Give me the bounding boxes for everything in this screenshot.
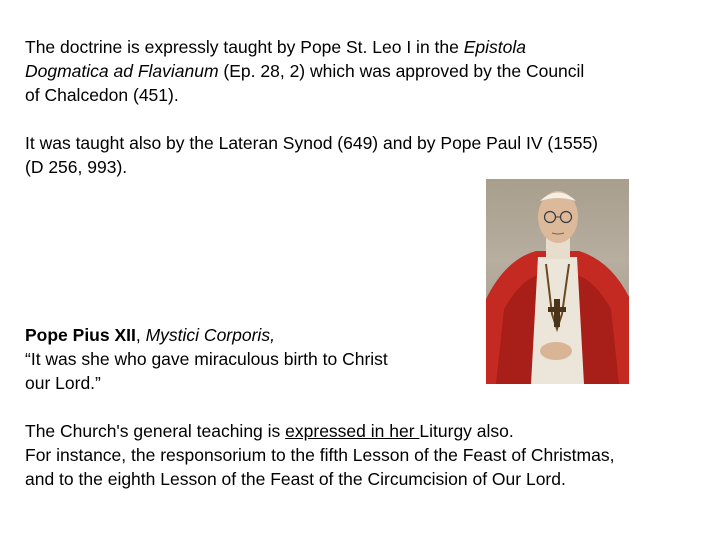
text-line: (D 256, 993). [25, 157, 128, 177]
text-line: our Lord.” [25, 373, 101, 393]
text-line: and to the eighth Lesson of the Feast of the Circumcision of Our Lord. [25, 469, 566, 489]
mystici-corporis-italic: Mystici Corporis, [145, 325, 275, 345]
paragraph-liturgy [25, 419, 614, 491]
paragraph-pius-xii-quote [25, 323, 388, 395]
underlined-phrase: expressed in her [285, 421, 420, 441]
dogmatica-italic: Dogmatica ad Flavianum [25, 61, 219, 81]
text-line: “It was she who gave miraculous birth to Christ [25, 349, 388, 369]
pius-name-bold: Pope Pius XII [25, 325, 136, 345]
text-line: The doctrine is expressly taught by Pope St. Leo I in the Epistola [25, 37, 526, 57]
paragraph-lateran-synod [25, 131, 598, 179]
text-line: It was taught also by the Lateran Synod (649) and by Pope Paul IV (1555) [25, 133, 599, 153]
text-line: Pope Pius XII, Mystici Corporis, [25, 325, 275, 345]
text-line: of Chalcedon (451). [25, 85, 179, 105]
portrait-illustration [486, 179, 629, 384]
epistola-italic: Epistola [463, 37, 526, 57]
paragraph-leo-doctrine [25, 35, 584, 107]
text-line: For instance, the responsorium to the fifth Lesson of the Feast of Christmas, [25, 445, 615, 465]
text-line: The Church's general teaching is expressed in her Liturgy also. [25, 421, 514, 441]
pope-portrait-image [486, 179, 629, 384]
text-line: Dogmatica ad Flavianum (Ep. 28, 2) which was approved by the Council [25, 61, 585, 81]
